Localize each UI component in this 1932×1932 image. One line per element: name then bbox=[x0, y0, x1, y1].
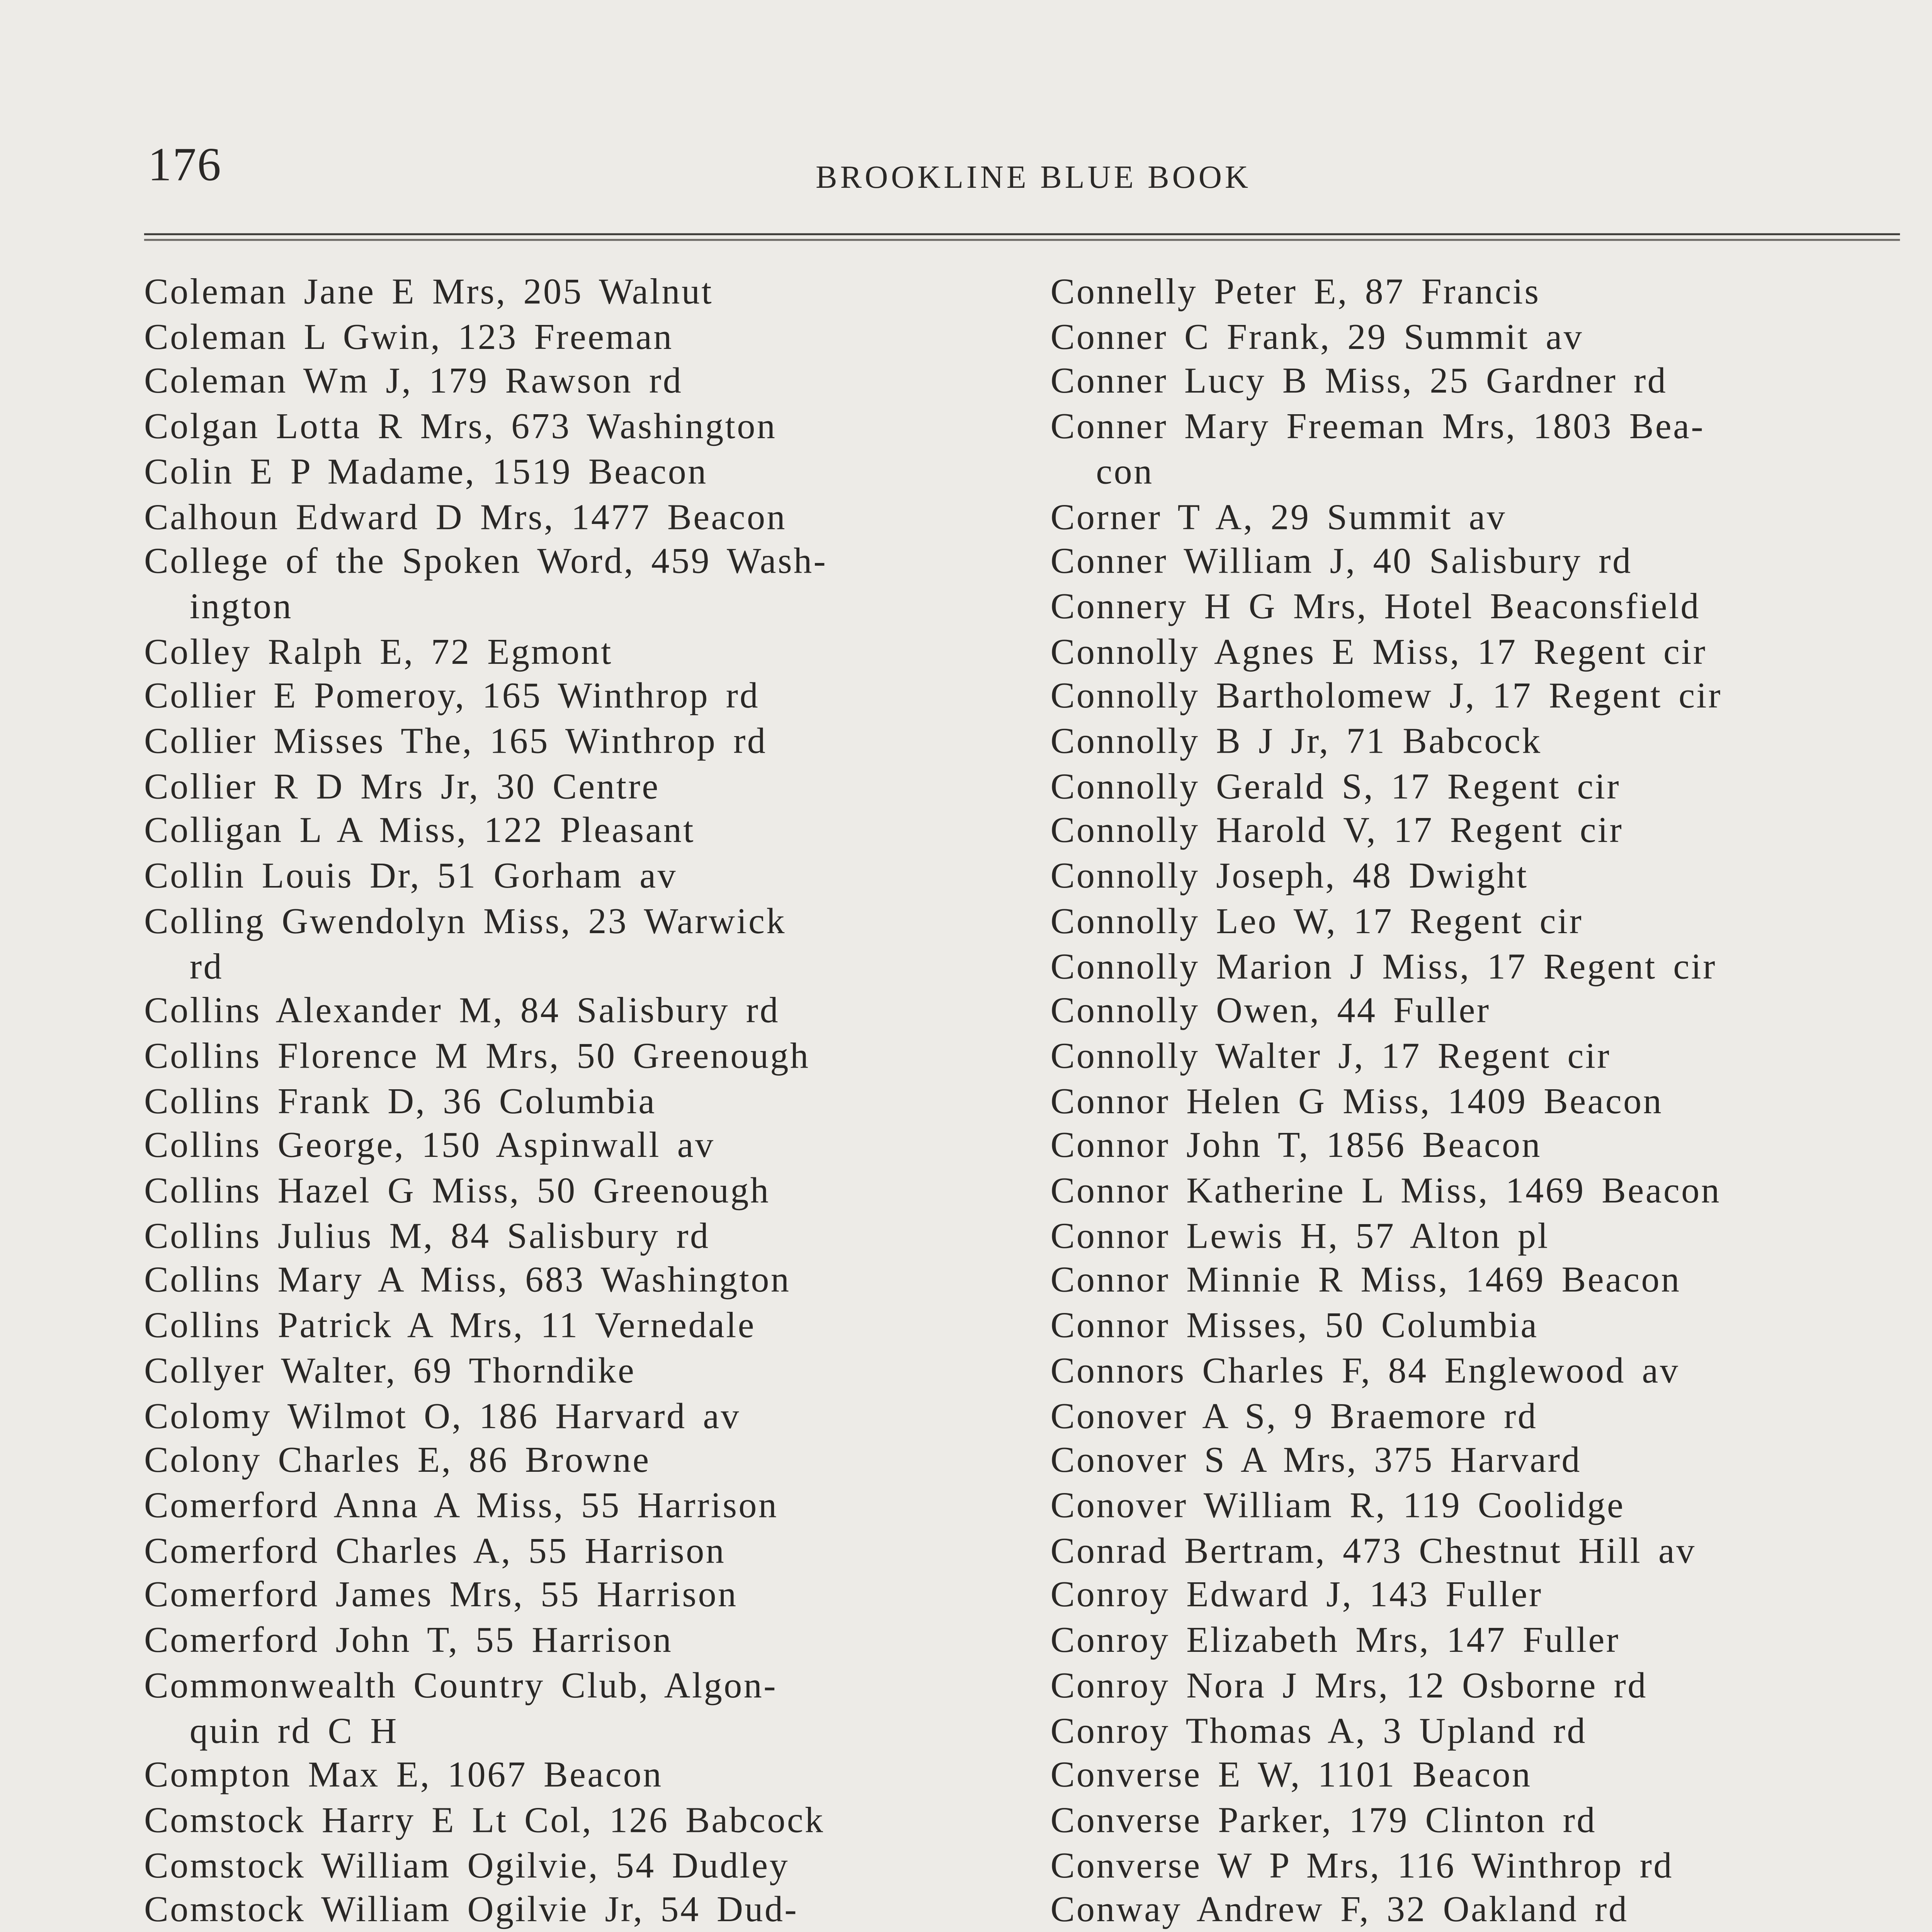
directory-entry bbox=[144, 721, 993, 765]
directory-entry bbox=[1051, 1575, 1900, 1620]
entry-text: Conover S A Mrs, 375 Harvard bbox=[1050, 1442, 1582, 1482]
directory-entry bbox=[1051, 271, 1900, 316]
directory-entry bbox=[144, 631, 993, 676]
directory-entry bbox=[1051, 766, 1900, 811]
directory-entry bbox=[1051, 631, 1900, 676]
directory-entry bbox=[144, 1080, 993, 1125]
entry-text: Collins Frank D, 36 Columbia bbox=[144, 1082, 656, 1122]
entry-text: Conroy Nora J Mrs, 12 Osborne rd bbox=[1050, 1667, 1648, 1707]
entry-text: Connor Misses, 50 Columbia bbox=[1050, 1307, 1539, 1347]
entry-text: Conner Mary Freeman Mrs, 1803 Bea- bbox=[1050, 408, 1705, 448]
directory-entry bbox=[144, 361, 993, 406]
directory-entry bbox=[144, 811, 993, 855]
directory-entry bbox=[144, 316, 993, 361]
entry-text: Converse E W, 1101 Beacon bbox=[1050, 1756, 1532, 1797]
entry-text: Connelly Peter E, 87 Francis bbox=[1050, 273, 1541, 313]
entry-text: Compton Max E, 1067 Beacon bbox=[144, 1756, 663, 1797]
entry-text: Collins Florence M Mrs, 50 Greenough bbox=[144, 1037, 810, 1077]
entry-text: Colony Charles E, 86 Browne bbox=[144, 1442, 651, 1482]
header-rule bbox=[144, 233, 1900, 235]
directory-entry bbox=[144, 855, 993, 900]
directory-entry bbox=[144, 990, 993, 1035]
directory-entry bbox=[144, 1755, 993, 1799]
directory-entry bbox=[144, 406, 993, 451]
entry-text: Coleman Wm J, 179 Rawson rd bbox=[144, 363, 683, 403]
directory-entry bbox=[1051, 1845, 1900, 1889]
entry-text: Conrad Bertram, 473 Chestnut Hill av bbox=[1050, 1532, 1696, 1572]
directory-entry bbox=[144, 1215, 993, 1260]
directory-entry bbox=[1051, 1755, 1900, 1799]
directory-entry bbox=[144, 766, 993, 811]
entry-text: Coleman L Gwin, 123 Freeman bbox=[144, 318, 673, 358]
directory-column-left bbox=[144, 271, 993, 1932]
entry-text: Connolly Owen, 44 Fuller bbox=[1050, 992, 1491, 1032]
directory-entry bbox=[1051, 1799, 1900, 1844]
entry-continuation: quin rd C H bbox=[189, 1711, 398, 1752]
directory-entry bbox=[1051, 586, 1900, 631]
directory-entry bbox=[144, 1665, 993, 1755]
entry-text: Comstock William Ogilvie, 54 Dudley bbox=[144, 1846, 789, 1886]
entry-text: Commonwealth Country Club, Algon- bbox=[144, 1667, 777, 1707]
directory-entry bbox=[1051, 811, 1900, 855]
directory-entry bbox=[144, 901, 993, 991]
directory-entry bbox=[1051, 901, 1900, 946]
directory-entry bbox=[144, 1620, 993, 1665]
directory-entry bbox=[1051, 406, 1900, 496]
directory-entry bbox=[144, 271, 993, 316]
entry-text: Conner William J, 40 Salisbury rd bbox=[1050, 543, 1633, 583]
running-title: BROOKLINE BLUE BOOK bbox=[815, 159, 1251, 196]
entry-text: Colling Gwendolyn Miss, 23 Warwick bbox=[144, 902, 786, 942]
entry-text: Comerford Anna A Miss, 55 Harrison bbox=[144, 1486, 779, 1527]
entry-text: Collins Julius M, 84 Salisbury rd bbox=[144, 1217, 710, 1257]
entry-text: Comstock Harry E Lt Col, 126 Babcock bbox=[144, 1801, 825, 1842]
entry-text: Coleman Jane E Mrs, 205 Walnut bbox=[144, 273, 713, 313]
entry-text: Calhoun Edward D Mrs, 1477 Beacon bbox=[144, 498, 787, 538]
entry-text: Collins Mary A Miss, 683 Washington bbox=[144, 1262, 791, 1302]
entry-text: Conover A S, 9 Braemore rd bbox=[1050, 1397, 1538, 1437]
entry-text: Comerford Charles A, 55 Harrison bbox=[144, 1532, 726, 1572]
entry-text: Comstock William Ogilvie Jr, 54 Dud- bbox=[144, 1891, 799, 1932]
entry-text: Corner T A, 29 Summit av bbox=[1050, 498, 1507, 538]
directory-entry bbox=[144, 1170, 993, 1215]
directory-entry bbox=[1051, 721, 1900, 765]
entry-text: Converse Parker, 179 Clinton rd bbox=[1050, 1801, 1597, 1842]
directory-entry bbox=[144, 1889, 993, 1932]
directory-entry bbox=[144, 1395, 993, 1440]
directory-entry bbox=[144, 1530, 993, 1575]
entry-text: Colgan Lotta R Mrs, 673 Washington bbox=[144, 408, 777, 448]
entry-text: Collier R D Mrs Jr, 30 Centre bbox=[144, 767, 660, 808]
entry-text: Connolly Leo W, 17 Regent cir bbox=[1050, 902, 1583, 942]
directory-entry bbox=[1051, 1170, 1900, 1215]
entry-text: Connolly Joseph, 48 Dwight bbox=[1050, 857, 1529, 898]
entry-text: Connolly Walter J, 17 Regent cir bbox=[1050, 1037, 1611, 1077]
directory-entry bbox=[1051, 1710, 1900, 1755]
entry-text: Collier Misses The, 165 Winthrop rd bbox=[144, 723, 767, 763]
directory-entry bbox=[144, 676, 993, 721]
directory-entry bbox=[1051, 676, 1900, 721]
directory-entry bbox=[1051, 1305, 1900, 1350]
entry-text: Conroy Thomas A, 3 Upland rd bbox=[1050, 1711, 1587, 1752]
entry-text: Connery H G Mrs, Hotel Beaconsfield bbox=[1050, 588, 1701, 628]
entry-text: Connor John T, 1856 Beacon bbox=[1050, 1127, 1542, 1167]
entry-text: Connor Minnie R Miss, 1469 Beacon bbox=[1050, 1262, 1681, 1302]
entry-text: Connor Lewis H, 57 Alton pl bbox=[1050, 1217, 1550, 1257]
entry-text: Collins George, 150 Aspinwall av bbox=[144, 1127, 715, 1167]
entry-text: Connolly Agnes E Miss, 17 Regent cir bbox=[1050, 633, 1707, 673]
directory-entry bbox=[144, 1350, 993, 1395]
directory-entry bbox=[144, 1260, 993, 1305]
directory-entry bbox=[1051, 316, 1900, 361]
directory-entry bbox=[1051, 1125, 1900, 1170]
entry-text: Connolly Bartholomew J, 17 Regent cir bbox=[1050, 677, 1722, 718]
directory-entry bbox=[144, 1440, 993, 1485]
directory-entry bbox=[144, 1125, 993, 1170]
directory-entry bbox=[1051, 361, 1900, 406]
directory-entry bbox=[144, 1845, 993, 1889]
directory-entry bbox=[144, 1485, 993, 1530]
entry-text: Converse W P Mrs, 116 Winthrop rd bbox=[1050, 1846, 1673, 1886]
entry-text: Collin Louis Dr, 51 Gorham av bbox=[144, 857, 677, 898]
directory-entry bbox=[1051, 1620, 1900, 1665]
directory-entry bbox=[144, 1575, 993, 1620]
entry-text: Comerford James Mrs, 55 Harrison bbox=[144, 1577, 738, 1617]
directory-entry bbox=[1051, 946, 1900, 990]
header-rule-thin bbox=[144, 239, 1900, 241]
directory-entry bbox=[1051, 1080, 1900, 1125]
entry-text: Connor Helen G Miss, 1409 Beacon bbox=[1050, 1082, 1663, 1122]
directory-column-right bbox=[1051, 271, 1900, 1932]
directory-entry bbox=[1051, 1215, 1900, 1260]
entry-text: Conner C Frank, 29 Summit av bbox=[1050, 318, 1584, 358]
entry-text: Collins Patrick A Mrs, 11 Vernedale bbox=[144, 1307, 756, 1347]
entry-text: Collins Alexander M, 84 Salisbury rd bbox=[144, 992, 780, 1032]
entry-text: Conover William R, 119 Coolidge bbox=[1050, 1486, 1625, 1527]
page-number: 176 bbox=[148, 140, 222, 192]
entry-text: Connors Charles F, 84 Englewood av bbox=[1050, 1352, 1680, 1392]
entry-text: Connolly Harold V, 17 Regent cir bbox=[1050, 812, 1624, 852]
directory-entry bbox=[1051, 1350, 1900, 1395]
directory-entry bbox=[1051, 1889, 1900, 1932]
entry-text: Connolly Marion J Miss, 17 Regent cir bbox=[1050, 947, 1717, 987]
entry-text: Collyer Walter, 69 Thorndike bbox=[144, 1352, 636, 1392]
directory-entry bbox=[144, 496, 993, 541]
directory-entry bbox=[144, 1305, 993, 1350]
directory-entry bbox=[1051, 541, 1900, 586]
directory-entry bbox=[1051, 1485, 1900, 1530]
entry-text: Colligan L A Miss, 122 Pleasant bbox=[144, 812, 695, 852]
directory-entry bbox=[1051, 1395, 1900, 1440]
entry-text: Colomy Wilmot O, 186 Harvard av bbox=[144, 1397, 741, 1437]
directory-entry bbox=[1051, 1440, 1900, 1485]
directory-entry bbox=[1051, 1036, 1900, 1080]
directory-entry bbox=[1051, 990, 1900, 1035]
entry-continuation: ington bbox=[189, 588, 293, 628]
entry-text: Connor Katherine L Miss, 1469 Beacon bbox=[1050, 1172, 1721, 1212]
directory-entry bbox=[144, 1036, 993, 1080]
entry-text: College of the Spoken Word, 459 Wash- bbox=[144, 543, 828, 583]
entry-text: Conway Andrew F, 32 Oakland rd bbox=[1050, 1891, 1629, 1932]
entry-continuation: con bbox=[1096, 453, 1154, 493]
entry-text: Conner Lucy B Miss, 25 Gardner rd bbox=[1050, 363, 1668, 403]
entry-text: Colin E P Madame, 1519 Beacon bbox=[144, 453, 708, 493]
entry-text: Conroy Edward J, 143 Fuller bbox=[1050, 1577, 1543, 1617]
directory-entry bbox=[144, 1799, 993, 1844]
entry-continuation: rd bbox=[189, 947, 224, 987]
entry-text: Colley Ralph E, 72 Egmont bbox=[144, 633, 613, 673]
directory-entry bbox=[1051, 496, 1900, 541]
directory-entry bbox=[144, 451, 993, 496]
entry-text: Collins Hazel G Miss, 50 Greenough bbox=[144, 1172, 770, 1212]
directory-entry bbox=[1051, 1530, 1900, 1575]
entry-text: Comerford John T, 55 Harrison bbox=[144, 1621, 673, 1662]
entry-text: Connolly B J Jr, 71 Babcock bbox=[1050, 723, 1542, 763]
directory-entry bbox=[1051, 1665, 1900, 1709]
directory-entry bbox=[1051, 1260, 1900, 1305]
directory-entry bbox=[144, 541, 993, 631]
entry-text: Collier E Pomeroy, 165 Winthrop rd bbox=[144, 677, 760, 718]
entry-text: Connolly Gerald S, 17 Regent cir bbox=[1050, 767, 1621, 808]
entry-text: Conroy Elizabeth Mrs, 147 Fuller bbox=[1050, 1621, 1620, 1662]
directory-entry bbox=[1051, 855, 1900, 900]
